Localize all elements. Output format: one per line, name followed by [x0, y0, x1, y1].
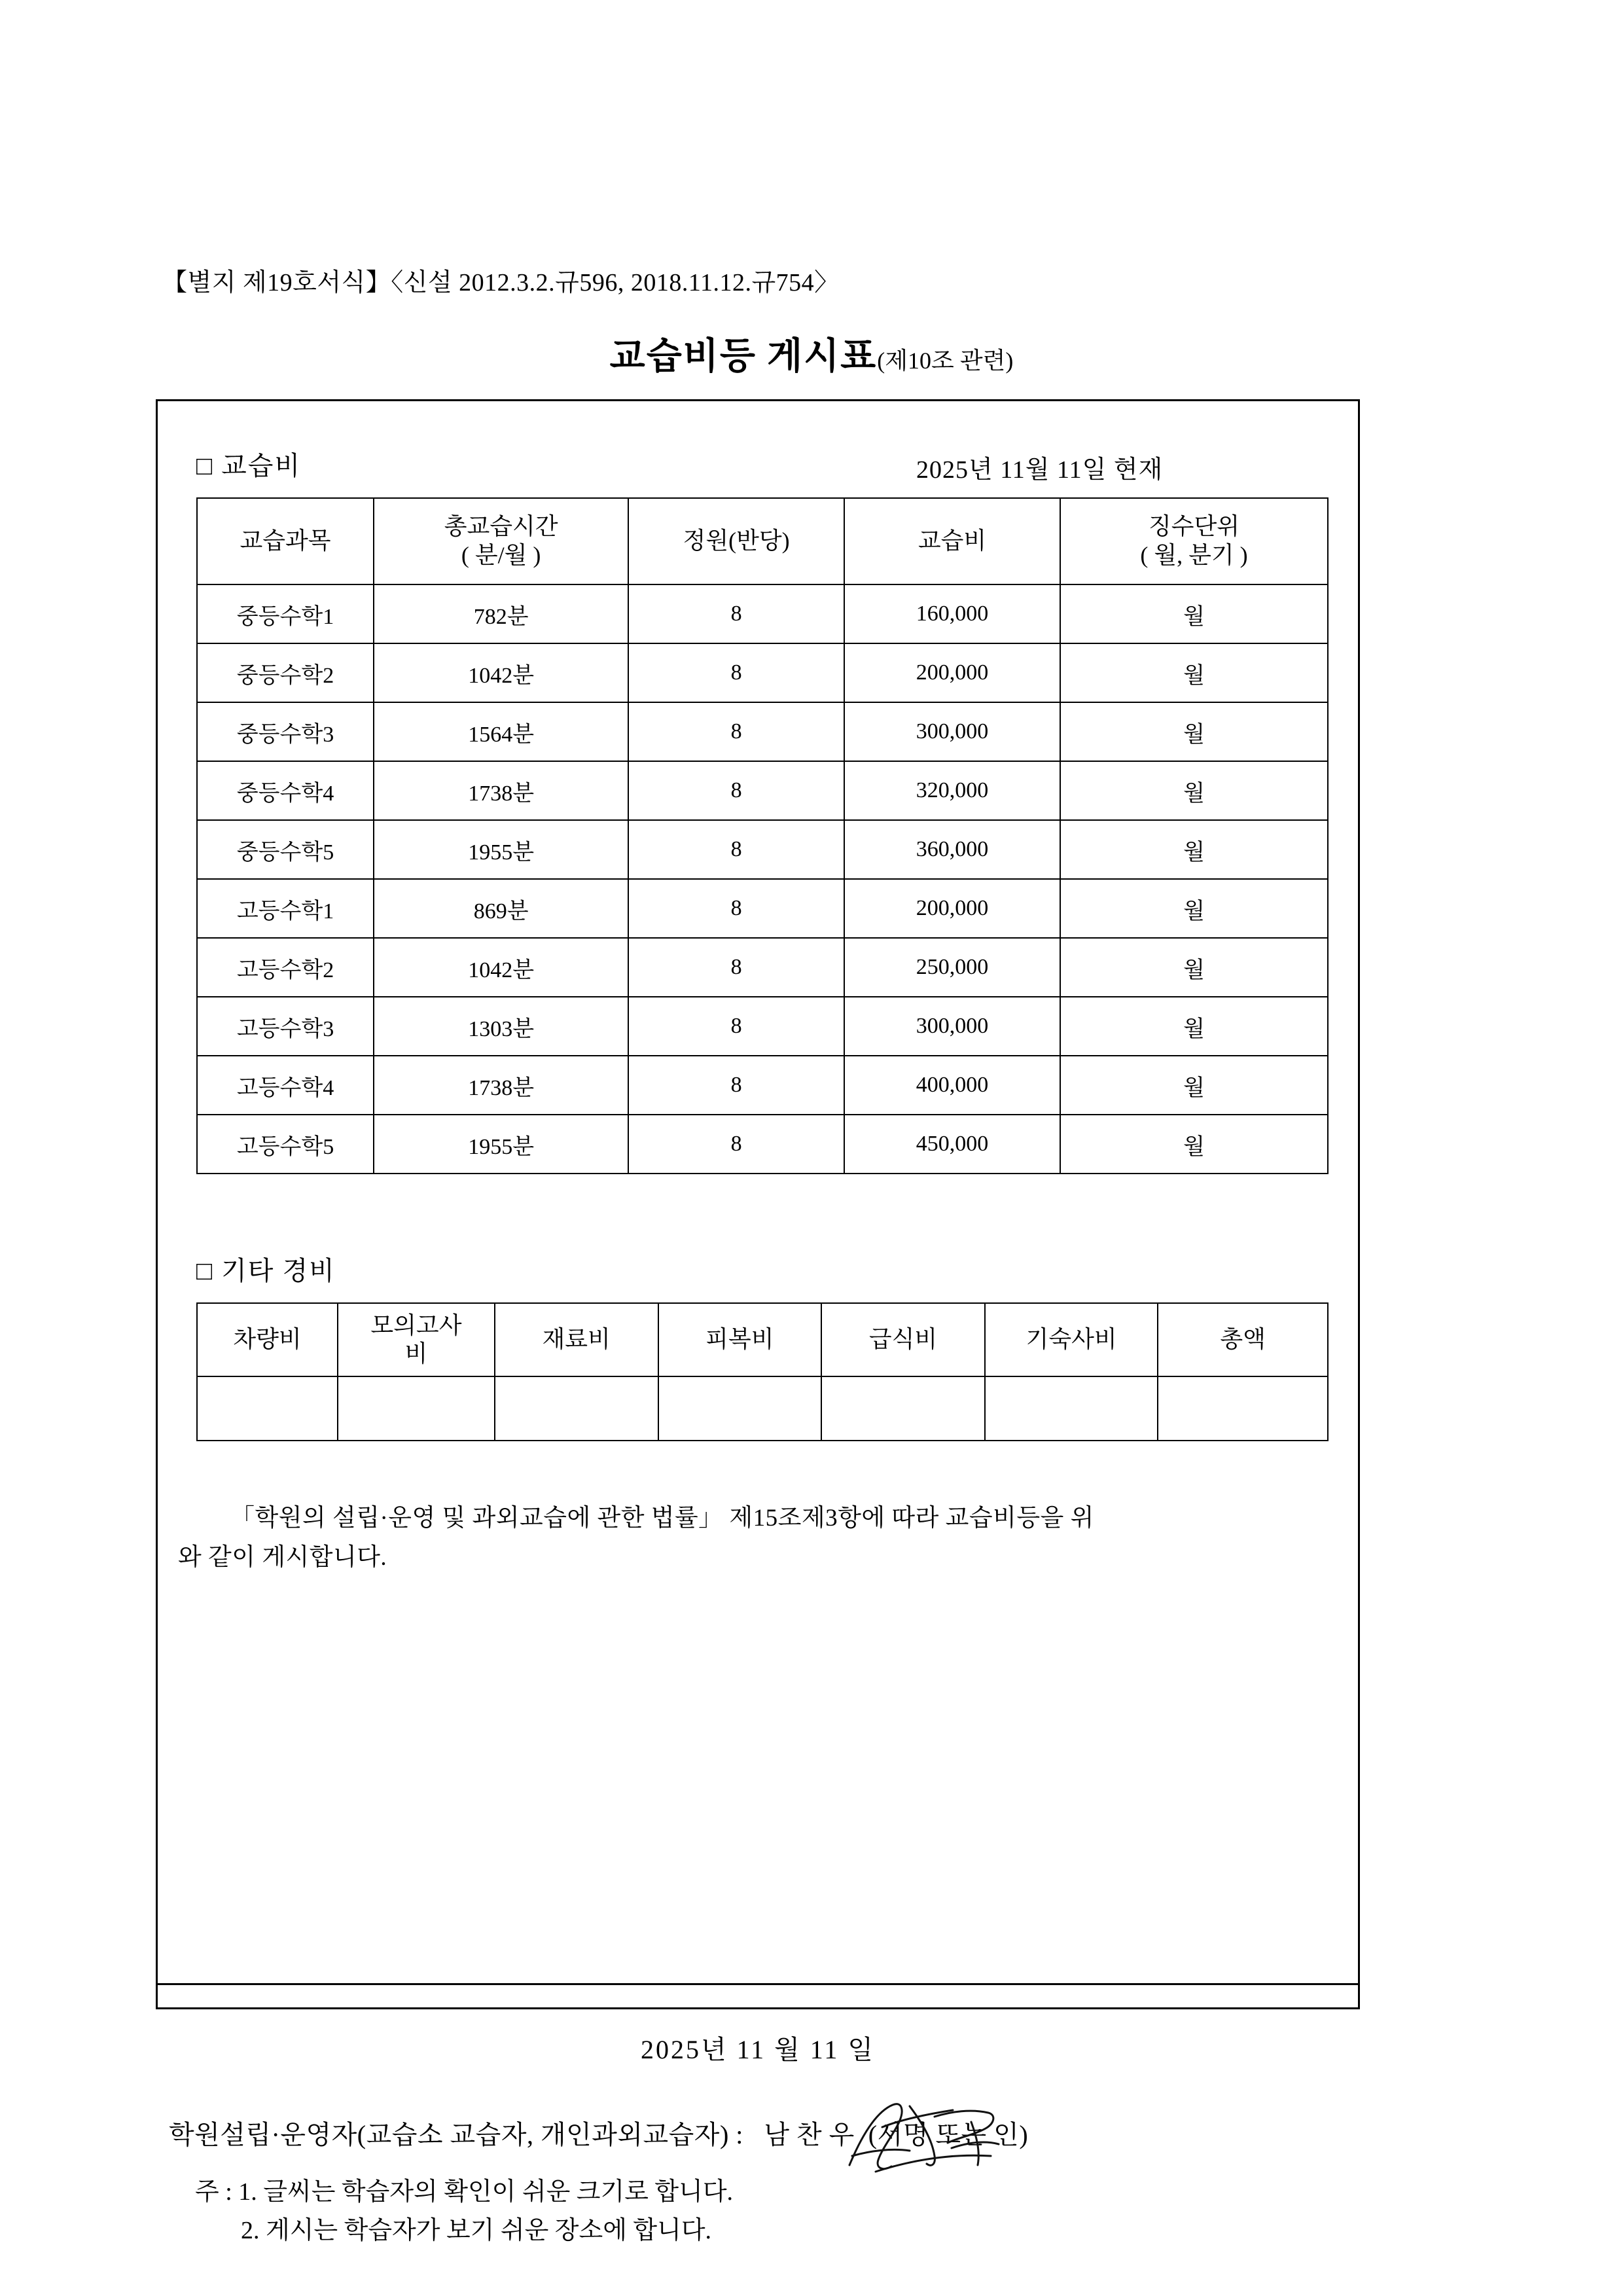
cell-time: 1564분 [374, 702, 628, 761]
cell-capacity: 8 [628, 584, 844, 643]
page-title [0, 327, 1623, 380]
cell-capacity: 8 [628, 761, 844, 820]
cell-time: 1042분 [374, 938, 628, 997]
cell-time: 782분 [374, 584, 628, 643]
cell-subject: 중등수학4 [197, 761, 374, 820]
cell-subject: 중등수학2 [197, 643, 374, 702]
col-meal-fee: 급식비 [821, 1303, 985, 1376]
fee-table [196, 497, 1329, 1174]
legal-statement-line2: 와 같이 게시합니다. [178, 1543, 387, 1571]
col-vehicle-fee: 차량비 [197, 1303, 338, 1376]
cell-fee: 200,000 [844, 879, 1060, 938]
table-row [197, 1376, 1328, 1441]
cell-capacity: 8 [628, 938, 844, 997]
notes-block [195, 2173, 733, 2250]
notes-label: 주 : [195, 2178, 232, 2206]
table-row [197, 997, 1328, 1056]
table-row [197, 1115, 1328, 1174]
table-row [197, 584, 1328, 643]
col-unit-line1: 징수단위 [1148, 513, 1240, 540]
cell-time: 1303분 [374, 997, 628, 1056]
cell-subject: 고등수학1 [197, 879, 374, 938]
cell-fee: 450,000 [844, 1115, 1060, 1174]
cell-time: 1955분 [374, 1115, 628, 1174]
col-total-amount: 총액 [1158, 1303, 1328, 1376]
col-material-fee: 재료비 [495, 1303, 658, 1376]
col-dorm-fee: 기숙사비 [985, 1303, 1158, 1376]
cell-fee: 300,000 [844, 702, 1060, 761]
signer-line [169, 2114, 1360, 2151]
col-total-time [374, 498, 628, 584]
table-header-row [197, 498, 1328, 584]
cell-material-fee [495, 1376, 658, 1441]
etc-section-heading: □ 기타 경비 [196, 1256, 336, 1285]
cell-time: 1738분 [374, 1056, 628, 1115]
page-title-text: 교습비등 게시표 [609, 336, 878, 377]
table-row [197, 879, 1328, 938]
cell-capacity: 8 [628, 643, 844, 702]
table-row [197, 702, 1328, 761]
cell-vehicle-fee [197, 1376, 338, 1441]
table-row [197, 1056, 1328, 1115]
col-capacity: 정원(반당) [628, 498, 844, 584]
signer-name: 남 찬 우 [764, 2120, 855, 2149]
form-reference: 【별지 제19호서식】〈신설 2012.3.2.규596, 2018.11.12.규754〉 [162, 269, 840, 296]
cell-unit: 월 [1060, 820, 1328, 879]
cell-unit: 월 [1060, 643, 1328, 702]
cell-unit: 월 [1060, 1056, 1328, 1115]
signer-suffix: (서명 또는 인) [868, 2120, 1029, 2149]
frame-bottom-rule [158, 1983, 1358, 1985]
cell-mock-exam-fee [338, 1376, 495, 1441]
cell-unit: 월 [1060, 702, 1328, 761]
legal-statement-line1: 「학원의 설립·운영 및 과외교습에 관한 법률」 제15조제3항에 따라 교습비등을 위 [230, 1505, 1094, 1532]
col-subject: 교습과목 [197, 498, 374, 584]
handwritten-signature-icon [836, 2088, 1029, 2186]
cell-capacity: 8 [628, 702, 844, 761]
cell-subject: 고등수학5 [197, 1115, 374, 1174]
cell-time: 1955분 [374, 820, 628, 879]
table-row [197, 761, 1328, 820]
col-total-time-line1: 총교습시간 [444, 513, 558, 540]
cell-subject: 중등수학1 [197, 584, 374, 643]
table-row [197, 643, 1328, 702]
fee-section-heading: □ 교습비 [196, 451, 302, 480]
cell-fee: 400,000 [844, 1056, 1060, 1115]
cell-capacity: 8 [628, 879, 844, 938]
cell-meal-fee [821, 1376, 985, 1441]
cell-subject: 중등수학3 [197, 702, 374, 761]
cell-unit: 월 [1060, 938, 1328, 997]
table-row [197, 820, 1328, 879]
table-header-row [197, 1303, 1328, 1376]
col-mock-exam-line1: 모의고사 [370, 1312, 462, 1338]
col-unit [1060, 498, 1328, 584]
col-mock-exam-line2: 비 [404, 1340, 428, 1367]
legal-statement [178, 1499, 1343, 1577]
issue-date: 2025년 11 월 11 일 [641, 2035, 875, 2064]
cell-fee: 300,000 [844, 997, 1060, 1056]
cell-time: 1042분 [374, 643, 628, 702]
cell-clothing-fee [658, 1376, 822, 1441]
cell-capacity: 8 [628, 1115, 844, 1174]
page-title-suffix: (제10조 관련) [877, 348, 1014, 374]
col-unit-line2: ( 월, 분기 ) [1140, 542, 1248, 568]
cell-fee: 320,000 [844, 761, 1060, 820]
notes-item-1: 1. 글씨는 학습자의 확인이 쉬운 크기로 합니다. [238, 2178, 734, 2206]
cell-unit: 월 [1060, 584, 1328, 643]
col-total-time-line2: ( 분/월 ) [461, 542, 541, 568]
cell-fee: 360,000 [844, 820, 1060, 879]
cell-unit: 월 [1060, 997, 1328, 1056]
cell-total-amount [1158, 1376, 1328, 1441]
table-row [197, 938, 1328, 997]
cell-capacity: 8 [628, 1056, 844, 1115]
notes-item-2: 2. 게시는 학습자가 보기 쉬운 장소에 합니다. [241, 2216, 712, 2244]
cell-unit: 월 [1060, 879, 1328, 938]
cell-time: 869분 [374, 879, 628, 938]
cell-subject: 고등수학3 [197, 997, 374, 1056]
etc-expenses-table [196, 1302, 1329, 1441]
cell-capacity: 8 [628, 997, 844, 1056]
cell-time: 1738분 [374, 761, 628, 820]
cell-capacity: 8 [628, 820, 844, 879]
cell-fee: 200,000 [844, 643, 1060, 702]
fee-section-date: 2025년 11월 11일 현재 [916, 456, 1164, 484]
cell-subject: 고등수학2 [197, 938, 374, 997]
cell-unit: 월 [1060, 1115, 1328, 1174]
cell-subject: 고등수학4 [197, 1056, 374, 1115]
col-mock-exam-fee [338, 1303, 495, 1376]
cell-fee: 160,000 [844, 584, 1060, 643]
col-clothing-fee: 피복비 [658, 1303, 822, 1376]
signer-label: 학원설립·운영자(교습소 교습자, 개인과외교습자) : [169, 2120, 743, 2149]
cell-unit: 월 [1060, 761, 1328, 820]
col-fee: 교습비 [844, 498, 1060, 584]
cell-dorm-fee [985, 1376, 1158, 1441]
cell-subject: 중등수학5 [197, 820, 374, 879]
cell-fee: 250,000 [844, 938, 1060, 997]
